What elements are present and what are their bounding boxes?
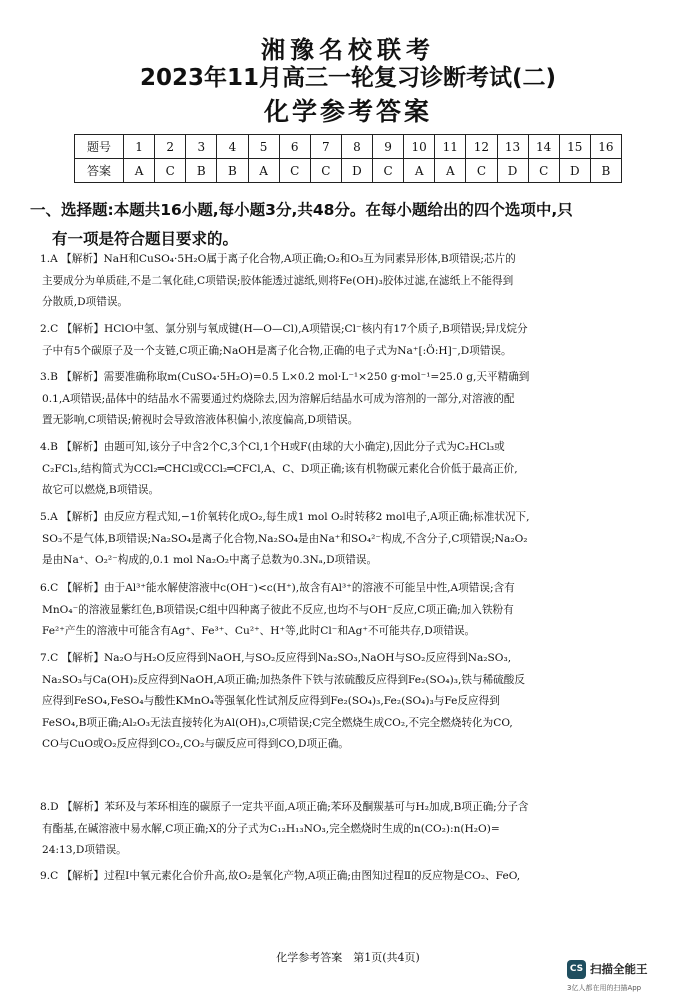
explanation-line: 3.B 【解析】需要准确称取m(CuSO₄·5H₂O)=0.5 L×0.2 mol·L⁻¹×250 g·mol⁻¹=25.0 g,天平精确到: [40, 371, 530, 383]
answer-table-number-row: [75, 135, 622, 159]
explanation-line: 是由Na⁺、O₂²⁻构成的,0.1 mol Na₂O₂中离子总数为0.3Nₐ,D项错误。: [42, 554, 378, 566]
page-footer: 化学参考答案 第1页(共4页): [276, 951, 420, 964]
explanation-line: 子中有5个碳原子及一个支链,C项正确;NaOH是离子化合物,正确的电子式为Na⁺[:Ö:H]⁻,D项错误。: [42, 344, 512, 357]
answer-table-number-cell: 9: [373, 135, 404, 159]
explanation-line: 应得到FeSO₄,FeSO₄与酸性KMnO₄等强氧化性试剂反应得到Fe₂(SO₄)₃,Fe₂(SO₄)₃与Fe反应得到: [42, 695, 500, 707]
answer-table-number-cell: 11: [435, 135, 466, 159]
answer-table-answer-cell: A: [124, 159, 155, 183]
answer-table-number-cell: 12: [466, 135, 497, 159]
answer-table-number-cell: 8: [341, 135, 372, 159]
question-explanation: [40, 319, 670, 362]
explanation-line: SO₃不是气体,B项错误;Na₂SO₄是离子化合物,Na₂SO₄是由Na⁺和SO₄²⁻构成,不含分子,C项错误;Na₂O₂: [42, 532, 528, 545]
answer-table-number-cell: 4: [217, 135, 248, 159]
explanation-line: 置无影响,C项错误;俯视时会导致溶液体积偏小,浓度偏高,D项错误。: [42, 414, 359, 426]
answer-table-answer-cell: B: [590, 159, 621, 183]
explanation-line: FeSO₄,B项正确;Al₂O₃无法直接转化为Al(OH)₃,C项错误;C完全燃烧生成CO₂,不完全燃烧转化为CO,: [42, 716, 513, 729]
answer-table-answer-cell: A: [248, 159, 279, 183]
answer-table-number-cell: 5: [248, 135, 279, 159]
explanation-line: 24:13,D项错误。: [42, 844, 127, 856]
section-heading-line: 有一项是符合题目要求的。: [52, 230, 239, 248]
answer-table-answer-cell: B: [186, 159, 217, 183]
answer-table-answer-cell: C: [373, 159, 404, 183]
answer-table-number-cell: 16: [590, 135, 621, 159]
answer-table-number-cell: 3: [186, 135, 217, 159]
explanation-line: CO与CuO或O₂反应得到CO₂,CO₂与碳反应可得到CO,D项正确。: [42, 738, 349, 750]
explanation-line: 8.D 【解析】苯环及与苯环相连的碳原子一定共平面,A项正确;苯环及酮羰基可与H₂加成,B项正确;分子含: [40, 801, 529, 813]
answer-table-number-cell: 13: [497, 135, 528, 159]
question-explanation: [40, 249, 670, 314]
answer-table-answer-cell: C: [279, 159, 310, 183]
explanation-line: 1.A 【解析】NaH和CuSO₄·5H₂O属于离子化合物,A项正确;O₂和O₃互为同素异形体,B项错误;芯片的: [40, 253, 516, 265]
explanation-line: 5.A 【解析】由反应方程式知,−1价氧转化成O₂,每生成1 mol O₂时转移2 mol电子,A项正确;标准状况下,: [40, 511, 530, 523]
answer-table-number-cell: 10: [404, 135, 435, 159]
explanation-line: 2.C 【解析】HClO中氢、氯分别与氧成键(H—O—Cl),A项错误;Cl⁻核内有17个质子,B项错误;异戊烷分: [40, 323, 528, 335]
answer-table-answer-cell: C: [466, 159, 497, 183]
question-explanation: [40, 866, 670, 888]
answer-table-answer-cell: C: [310, 159, 341, 183]
answer-table-answer-cell: A: [404, 159, 435, 183]
explanation-line: 6.C 【解析】由于Al³⁺能水解使溶液中c(OH⁻)<c(H⁺),故含有Al³⁺的溶液不可能呈中性,A项错误;含有: [40, 582, 515, 594]
scanner-logo-icon: CS: [567, 960, 586, 979]
answer-table-answer-cell: D: [497, 159, 528, 183]
answer-table-answer-cell: D: [341, 159, 372, 183]
explanation-line: C₂FCl₃,结构简式为CCl₂═CHCl或CCl₂═CFCl,A、C、D项正确;该有机物碳元素化合价低于最高正价,: [42, 462, 518, 475]
explanation-line: Fe²⁺产生的溶液中可能含有Ag⁺、Fe³⁺、Cu²⁺、H⁺等,此时Cl⁻和Ag⁺不可能共存,D项错误。: [42, 625, 476, 637]
answer-table-number-label: 题号: [75, 135, 124, 159]
answer-table-number-cell: 15: [559, 135, 590, 159]
explanation-line: 有酯基,在碱溶液中易水解,C项正确;X的分子式为C₁₂H₁₃NO₃,完全燃烧时生成的n(CO₂):n(H₂O)=: [42, 822, 500, 835]
scanner-watermark: [567, 956, 692, 996]
question-explanation: [40, 648, 670, 756]
explanation-line: Na₂SO₃与Ca(OH)₂反应得到NaOH,A项正确;加热条件下铁与浓硫酸反应得到Fe₂(SO₄)₃,铁与稀硫酸反: [42, 673, 525, 686]
answer-table-number-cell: 14: [528, 135, 559, 159]
section-heading: [30, 196, 670, 254]
answer-table-number-cell: 1: [124, 135, 155, 159]
explanation-line: 0.1,A项错误;晶体中的结晶水不需要通过灼烧除去,因为溶解后结晶水可成为溶剂的一部分,对溶液的配: [42, 392, 515, 405]
explanation-line: 7.C 【解析】Na₂O与H₂O反应得到NaOH,与SO₂反应得到Na₂SO₃,NaOH与SO₂反应得到Na₂SO₃,: [40, 652, 512, 664]
explanation-line: 4.B 【解析】由题可知,该分子中含2个C,3个Cl,1个H或F(由球的大小确定),因此分子式为C₂HCl₃或: [40, 441, 505, 453]
answer-table-answer-row: [75, 159, 622, 183]
question-explanation: [40, 797, 670, 862]
exam-title: 2023年11月高三一轮复习诊断考试(二): [139, 65, 557, 91]
answer-table-answer-label: 答案: [75, 159, 124, 183]
document-title: 化学参考答案: [263, 97, 432, 126]
section-heading-line: 一、选择题:本题共16小题,每小题3分,共48分。在每小题给出的四个选项中,只: [30, 201, 573, 219]
explanation-line: 分散质,D项错误。: [42, 296, 129, 308]
explanation-line: 故它可以燃烧,B项错误。: [42, 484, 160, 496]
exam-series-title: 湘豫名校联考: [261, 36, 435, 64]
question-explanation: [40, 507, 670, 572]
scanner-app-name: 扫描全能王: [590, 962, 648, 976]
answer-table: [74, 134, 622, 183]
question-explanation: [40, 437, 670, 502]
answer-table-answer-cell: C: [528, 159, 559, 183]
explanation-line: MnO₄⁻的溶液显紫红色,B项错误;C组中四种离子彼此不反应,也均不与OH⁻反应,C项正确;加入铁粉有: [42, 603, 514, 616]
answer-table-number-cell: 2: [155, 135, 186, 159]
explanation-line: 9.C 【解析】过程Ⅰ中氧元素化合价升高,故O₂是氧化产物,A项正确;由图知过程Ⅱ的反应物是CO₂、FeO,: [40, 870, 521, 882]
explanation-line: 主要成分为单质硅,不是二氧化硅,C项错误;胶体能透过滤纸,则将Fe(OH)₃胶体过滤,在滤纸上不能得到: [42, 274, 514, 287]
answer-table-answer-cell: A: [435, 159, 466, 183]
answer-table-answer-cell: D: [559, 159, 590, 183]
answer-table-number-cell: 7: [310, 135, 341, 159]
answer-table-number-cell: 6: [279, 135, 310, 159]
question-explanation: [40, 367, 670, 432]
question-explanation: [40, 578, 670, 643]
answer-table-answer-cell: B: [217, 159, 248, 183]
answer-table-answer-cell: C: [155, 159, 186, 183]
scanner-tagline: 3亿人都在用的扫描App: [567, 984, 642, 992]
